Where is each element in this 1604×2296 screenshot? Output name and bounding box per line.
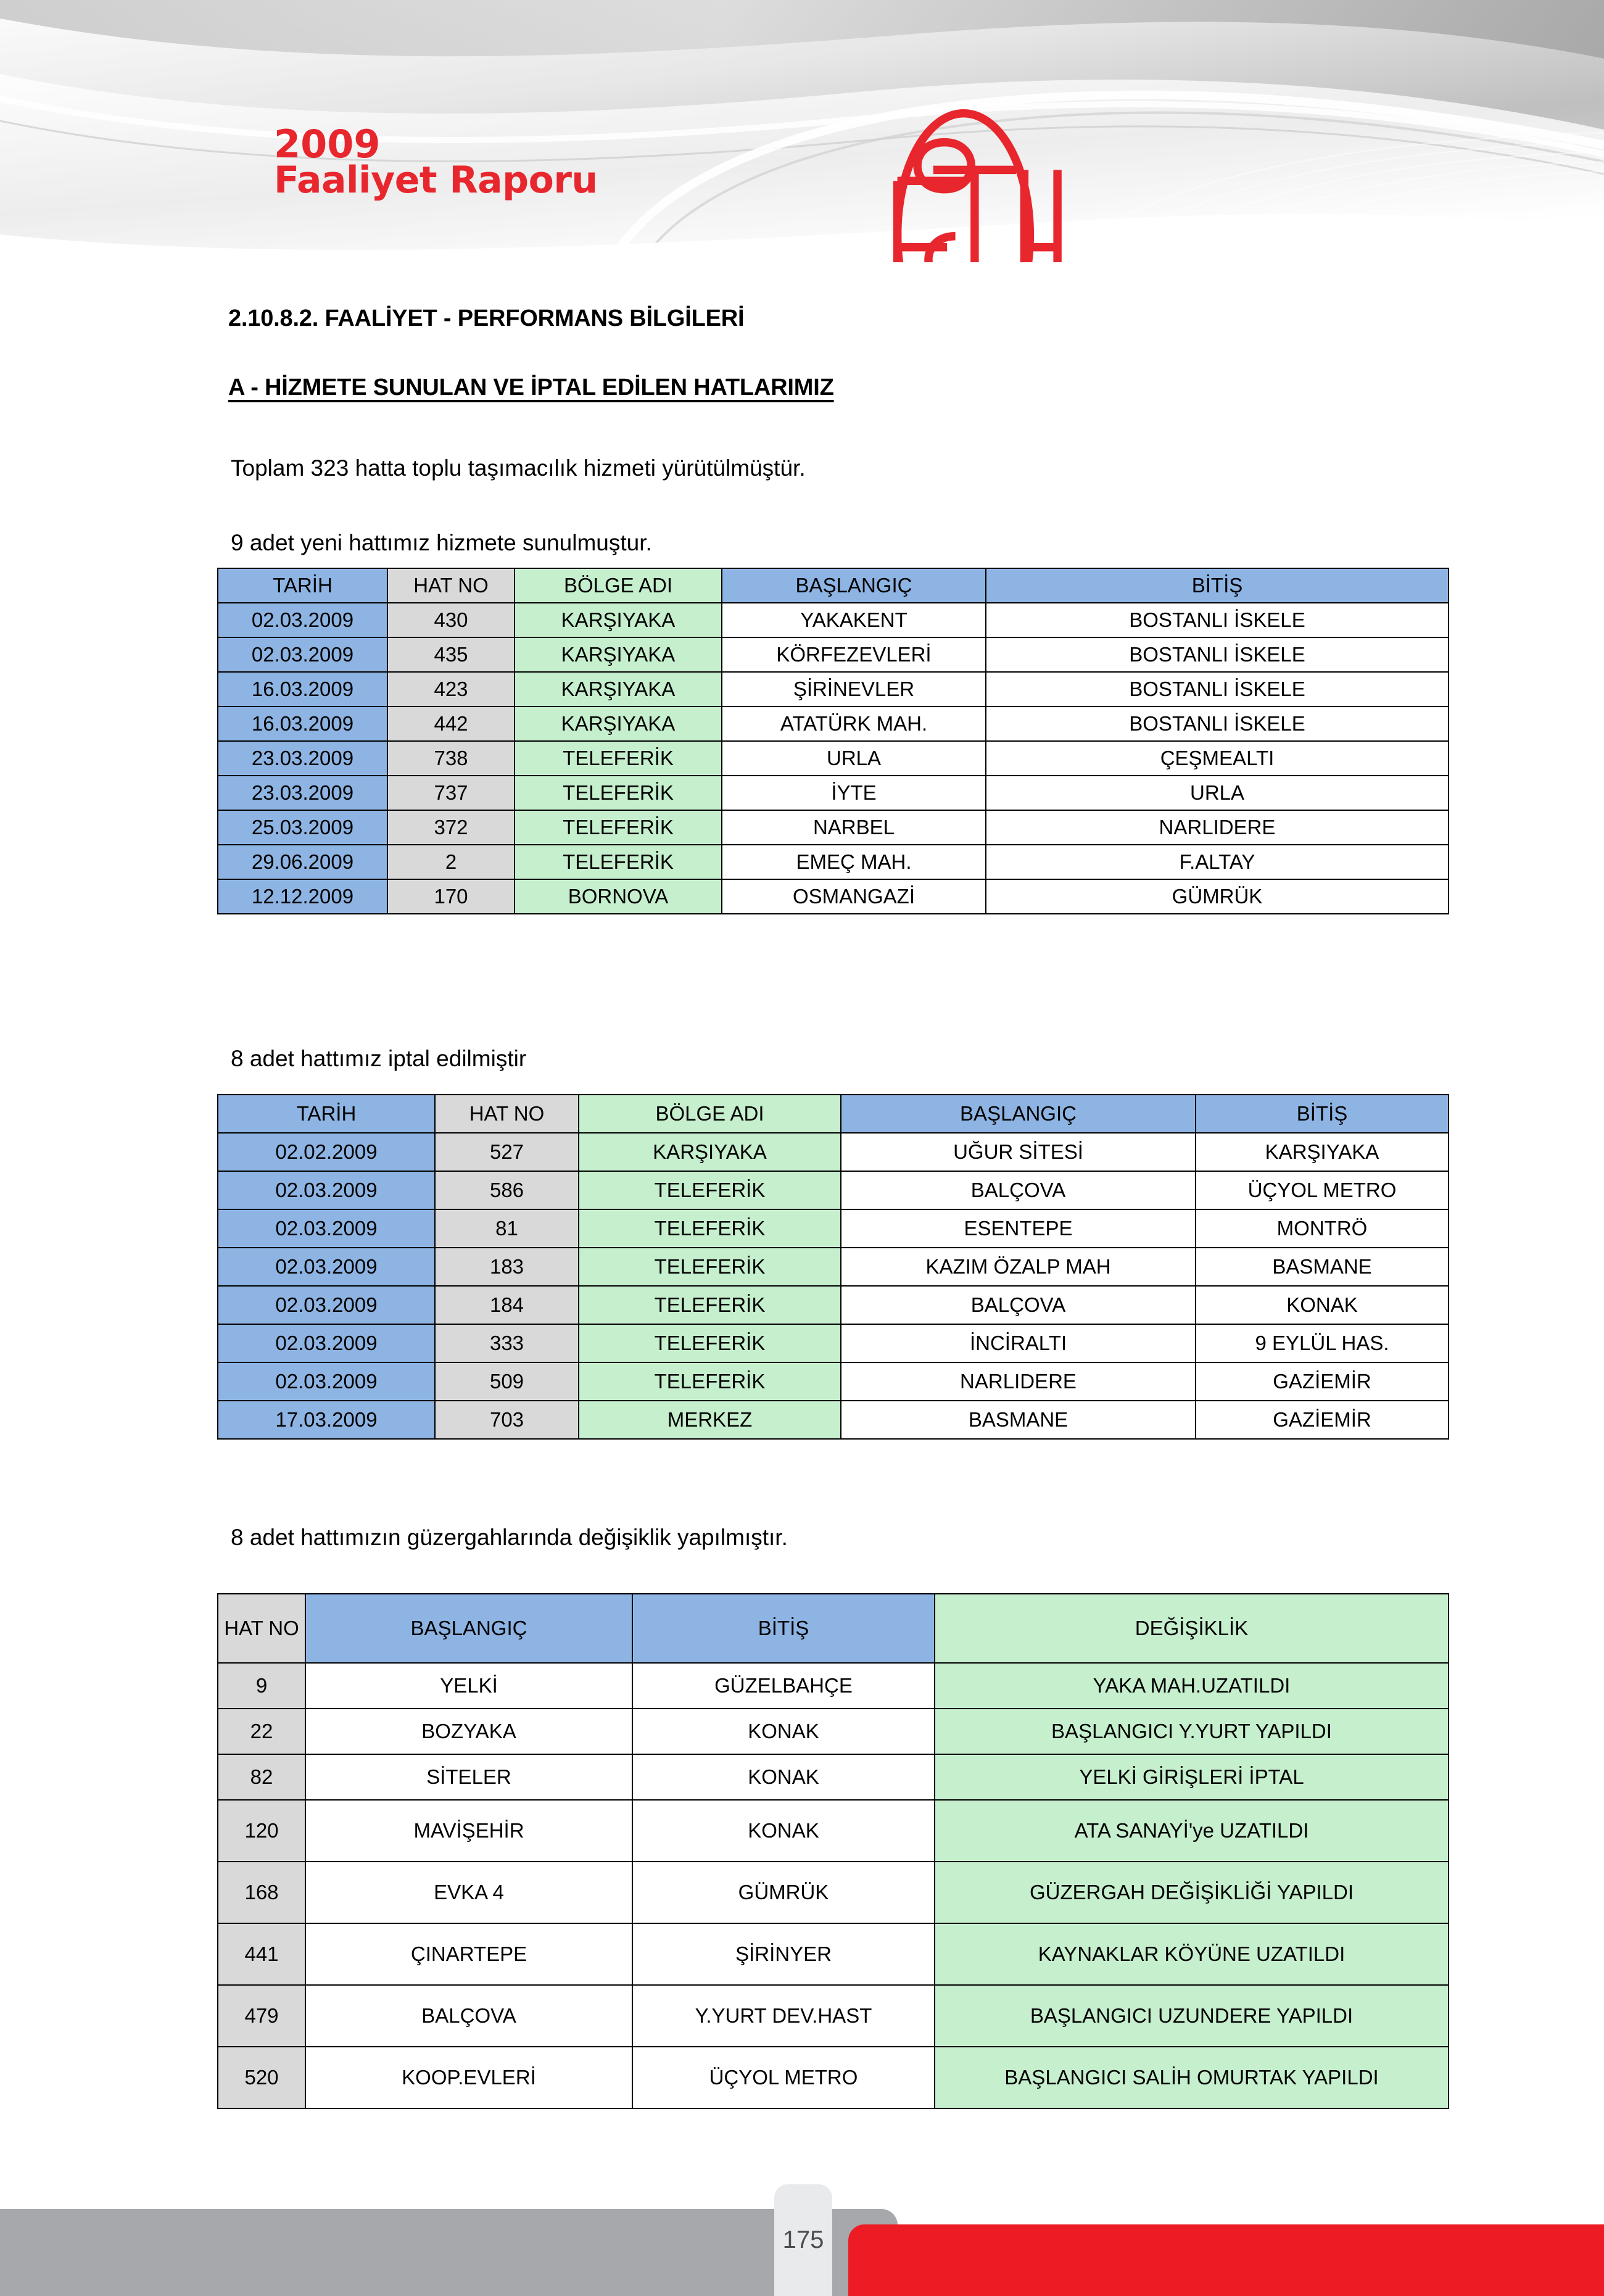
column-header-bitis: BİTİŞ [632, 1594, 935, 1663]
cell-hatno: 22 [218, 1709, 305, 1754]
cell-baslangic: İNCİRALTI [841, 1324, 1196, 1362]
new-lines-table-body [218, 568, 1449, 914]
column-header-baslangic: BAŞLANGIÇ [305, 1594, 632, 1663]
table-row [218, 1709, 1449, 1754]
cell-bolgeadi: TELEFERİK [579, 1286, 841, 1324]
cell-baslangic: BALÇOVA [305, 1985, 632, 2047]
new-lines-table [217, 568, 1449, 914]
cell-bitis: NARLIDERE [986, 810, 1449, 845]
cell-degisiklik: YELKİ GİRİŞLERİ İPTAL [935, 1754, 1449, 1800]
cell-baslangic: KOOP.EVLERİ [305, 2047, 632, 2108]
table-row [218, 1862, 1449, 1923]
cell-bitis: ŞİRİNYER [632, 1923, 935, 1985]
cell-tarih: 12.12.2009 [218, 879, 387, 914]
cell-baslangic: EVKA 4 [305, 1862, 632, 1923]
cell-baslangic: SİTELER [305, 1754, 632, 1800]
table-row [218, 1923, 1449, 1985]
cell-baslangic: YELKİ [305, 1663, 632, 1709]
cell-tarih: 02.03.2009 [218, 1362, 435, 1401]
route-changes-table [217, 1593, 1449, 2109]
cell-baslangic: MAVİŞEHİR [305, 1800, 632, 1862]
eshot-monogram-icon [162, 104, 265, 221]
cell-tarih: 17.03.2009 [218, 1401, 435, 1439]
column-header-baslangic: BAŞLANGIÇ [722, 568, 986, 603]
page-footer [0, 2178, 1604, 2296]
cell-hatno: 435 [387, 637, 515, 672]
cell-bolgeadi: KARŞIYAKA [515, 637, 722, 672]
cell-bolgeadi: KARŞIYAKA [515, 672, 722, 707]
cell-tarih: 16.03.2009 [218, 672, 387, 707]
cell-degisiklik: KAYNAKLAR KÖYÜNE UZATILDI [935, 1923, 1449, 1985]
cell-bolgeadi: KARŞIYAKA [579, 1133, 841, 1171]
column-header-tarih: TARİH [218, 568, 387, 603]
cell-hatno: 479 [218, 1985, 305, 2047]
column-header-baslangic: BAŞLANGIÇ [841, 1095, 1196, 1133]
cell-bolgeadi: TELEFERİK [579, 1209, 841, 1248]
column-header-tarih: TARİH [218, 1095, 435, 1133]
table-row [218, 1800, 1449, 1862]
logo-year-label: 2009 [274, 122, 381, 167]
cell-degisiklik: ATA SANAYİ'ye UZATILDI [935, 1800, 1449, 1862]
cell-tarih: 02.03.2009 [218, 1171, 435, 1209]
column-header-bolgeadi: BÖLGE ADI [515, 568, 722, 603]
cell-tarih: 25.03.2009 [218, 810, 387, 845]
intro-paragraph-route-changes: 8 adet hattımızın güzergahlarında değişiklik yapılmıştır. [231, 1525, 788, 1550]
cell-tarih: 02.03.2009 [218, 1209, 435, 1248]
cell-bitis: KONAK [632, 1709, 935, 1754]
cell-tarih: 23.03.2009 [218, 776, 387, 810]
table-row [218, 2047, 1449, 2108]
intro-paragraph-total-routes: Toplam 323 hatta toplu taşımacılık hizmeti yürütülmüştür. [231, 455, 806, 481]
table-row [218, 1754, 1449, 1800]
cell-bolgeadi: TELEFERİK [579, 1248, 841, 1286]
column-header-hatno: HAT NO [218, 1594, 305, 1663]
cell-hatno: 527 [435, 1133, 579, 1171]
cell-tarih: 16.03.2009 [218, 707, 387, 741]
cell-hatno: 168 [218, 1862, 305, 1923]
cell-bolgeadi: KARŞIYAKA [515, 707, 722, 741]
cell-degisiklik: BAŞLANGICI SALİH OMURTAK YAPILDI [935, 2047, 1449, 2108]
cell-hatno: 423 [387, 672, 515, 707]
cell-baslangic: BASMANE [841, 1401, 1196, 1439]
cell-hatno: 170 [387, 879, 515, 914]
cell-bitis: GÜMRÜK [632, 1862, 935, 1923]
cell-bitis: BOSTANLI İSKELE [986, 637, 1449, 672]
cell-baslangic: ÇINARTEPE [305, 1923, 632, 1985]
table-row [218, 776, 1449, 810]
page-header-banner [0, 0, 1604, 262]
cell-hatno: 9 [218, 1663, 305, 1709]
subsection-heading: A - HİZMETE SUNULAN VE İPTAL EDİLEN HATLARIMIZ [228, 375, 834, 400]
cell-bolgeadi: TELEFERİK [515, 741, 722, 776]
page-number-badge [774, 2184, 832, 2296]
cell-bitis: BOSTANLI İSKELE [986, 603, 1449, 637]
table-row [218, 1324, 1449, 1362]
report-logo [162, 104, 598, 221]
cell-baslangic: KAZIM ÖZALP MAH [841, 1248, 1196, 1286]
cell-bitis: BOSTANLI İSKELE [986, 707, 1449, 741]
table-row [218, 1286, 1449, 1324]
cell-hatno: 372 [387, 810, 515, 845]
cell-baslangic: İYTE [722, 776, 986, 810]
cell-baslangic: BALÇOVA [841, 1171, 1196, 1209]
cell-hatno: 82 [218, 1754, 305, 1800]
route-changes-table-body [218, 1594, 1449, 2108]
table-row [218, 1362, 1449, 1401]
cell-degisiklik: BAŞLANGICI Y.YURT YAPILDI [935, 1709, 1449, 1754]
cell-tarih: 23.03.2009 [218, 741, 387, 776]
cell-hatno: 183 [435, 1248, 579, 1286]
table-row [218, 672, 1449, 707]
table-row [218, 1209, 1449, 1248]
cell-bolgeadi: BORNOVA [515, 879, 722, 914]
cell-baslangic: NARBEL [722, 810, 986, 845]
table-row [218, 1171, 1449, 1209]
cell-bitis: BOSTANLI İSKELE [986, 672, 1449, 707]
cell-tarih: 02.03.2009 [218, 637, 387, 672]
table-row [218, 1248, 1449, 1286]
cell-tarih: 02.03.2009 [218, 1324, 435, 1362]
table-row [218, 1663, 1449, 1709]
table-header-row [218, 1594, 1449, 1663]
table-header-row [218, 568, 1449, 603]
cell-bitis: GÜZELBAHÇE [632, 1663, 935, 1709]
cell-hatno: 509 [435, 1362, 579, 1401]
table-row [218, 845, 1449, 879]
cell-bitis: ÜÇYOL METRO [1196, 1171, 1449, 1209]
cell-hatno: 442 [387, 707, 515, 741]
table-row [218, 1401, 1449, 1439]
table-row [218, 637, 1449, 672]
table-row [218, 879, 1449, 914]
table-row [218, 1133, 1449, 1171]
cell-bitis: KONAK [1196, 1286, 1449, 1324]
column-header-hatno: HAT NO [435, 1095, 579, 1133]
cell-hatno: 520 [218, 2047, 305, 2108]
table-row [218, 810, 1449, 845]
cell-hatno: 586 [435, 1171, 579, 1209]
table-row [218, 603, 1449, 637]
cell-bitis: Y.YURT DEV.HAST [632, 1985, 935, 2047]
cell-bitis: GAZİEMİR [1196, 1362, 1449, 1401]
page-number-label: 175 [782, 2226, 824, 2253]
cell-baslangic: BALÇOVA [841, 1286, 1196, 1324]
cell-degisiklik: GÜZERGAH DEĞİŞİKLİĞİ YAPILDI [935, 1862, 1449, 1923]
cell-baslangic: URLA [722, 741, 986, 776]
cell-bitis: KARŞIYAKA [1196, 1133, 1449, 1171]
table-row [218, 1985, 1449, 2047]
footer-gray-band [0, 2209, 898, 2296]
footer-red-band [848, 2224, 1604, 2296]
cell-bitis: ÇEŞMEALTI [986, 741, 1449, 776]
cell-hatno: 737 [387, 776, 515, 810]
cell-bitis: F.ALTAY [986, 845, 1449, 879]
cell-baslangic: BOZYAKA [305, 1709, 632, 1754]
cell-baslangic: EMEÇ MAH. [722, 845, 986, 879]
cell-baslangic: ATATÜRK MAH. [722, 707, 986, 741]
cell-bolgeadi: TELEFERİK [515, 845, 722, 879]
cell-hatno: 703 [435, 1401, 579, 1439]
cell-baslangic: ŞİRİNEVLER [722, 672, 986, 707]
cell-bitis: ÜÇYOL METRO [632, 2047, 935, 2108]
cell-bitis: GÜMRÜK [986, 879, 1449, 914]
cell-tarih: 02.03.2009 [218, 1248, 435, 1286]
cell-bolgeadi: TELEFERİK [579, 1324, 841, 1362]
cell-bitis: KONAK [632, 1754, 935, 1800]
column-header-bitis: BİTİŞ [1196, 1095, 1449, 1133]
cell-hatno: 333 [435, 1324, 579, 1362]
cell-bitis: KONAK [632, 1800, 935, 1862]
page-title: 2.10.8.2. FAALİYET - PERFORMANS BİLGİLERİ [228, 305, 745, 331]
cell-bitis: GAZİEMİR [1196, 1401, 1449, 1439]
cell-baslangic: KÖRFEZEVLERİ [722, 637, 986, 672]
table-header-row [218, 1095, 1449, 1133]
cell-hatno: 120 [218, 1800, 305, 1862]
cell-hatno: 2 [387, 845, 515, 879]
cell-bolgeadi: TELEFERİK [579, 1171, 841, 1209]
column-header-hatno: HAT NO [387, 568, 515, 603]
cell-tarih: 02.03.2009 [218, 603, 387, 637]
column-header-degisiklik: DEĞİŞİKLİK [935, 1594, 1449, 1663]
cell-hatno: 430 [387, 603, 515, 637]
cell-hatno: 738 [387, 741, 515, 776]
intro-paragraph-cancelled-routes: 8 adet hattımız iptal edilmiştir [231, 1046, 527, 1071]
cell-bitis: BASMANE [1196, 1248, 1449, 1286]
cell-hatno: 441 [218, 1923, 305, 1985]
cancelled-lines-table-body [218, 1095, 1449, 1439]
cell-tarih: 29.06.2009 [218, 845, 387, 879]
cell-bolgeadi: TELEFERİK [515, 776, 722, 810]
table-row [218, 741, 1449, 776]
cell-degisiklik: BAŞLANGICI UZUNDERE YAPILDI [935, 1985, 1449, 2047]
cell-hatno: 184 [435, 1286, 579, 1324]
cell-bolgeadi: MERKEZ [579, 1401, 841, 1439]
cell-tarih: 02.03.2009 [218, 1286, 435, 1324]
column-header-bolgeadi: BÖLGE ADI [579, 1095, 841, 1133]
cell-bolgeadi: TELEFERİK [579, 1362, 841, 1401]
cell-baslangic: YAKAKENT [722, 603, 986, 637]
cell-baslangic: UĞUR SİTESİ [841, 1133, 1196, 1171]
cell-tarih: 02.02.2009 [218, 1133, 435, 1171]
cell-bitis: URLA [986, 776, 1449, 810]
cell-hatno: 81 [435, 1209, 579, 1248]
cell-baslangic: NARLIDERE [841, 1362, 1196, 1401]
intro-paragraph-new-routes: 9 adet yeni hattımız hizmete sunulmuştur. [231, 530, 652, 555]
cell-bitis: 9 EYLÜL HAS. [1196, 1324, 1449, 1362]
cancelled-lines-table [217, 1094, 1449, 1440]
cell-bolgeadi: TELEFERİK [515, 810, 722, 845]
cell-baslangic: ESENTEPE [841, 1209, 1196, 1248]
table-row [218, 707, 1449, 741]
cell-baslangic: OSMANGAZİ [722, 879, 986, 914]
column-header-bitis: BİTİŞ [986, 568, 1449, 603]
cell-degisiklik: YAKA MAH.UZATILDI [935, 1663, 1449, 1709]
cell-bolgeadi: KARŞIYAKA [515, 603, 722, 637]
cell-bitis: MONTRÖ [1196, 1209, 1449, 1248]
logo-subtitle-label: Faaliyet Raporu [274, 158, 598, 202]
